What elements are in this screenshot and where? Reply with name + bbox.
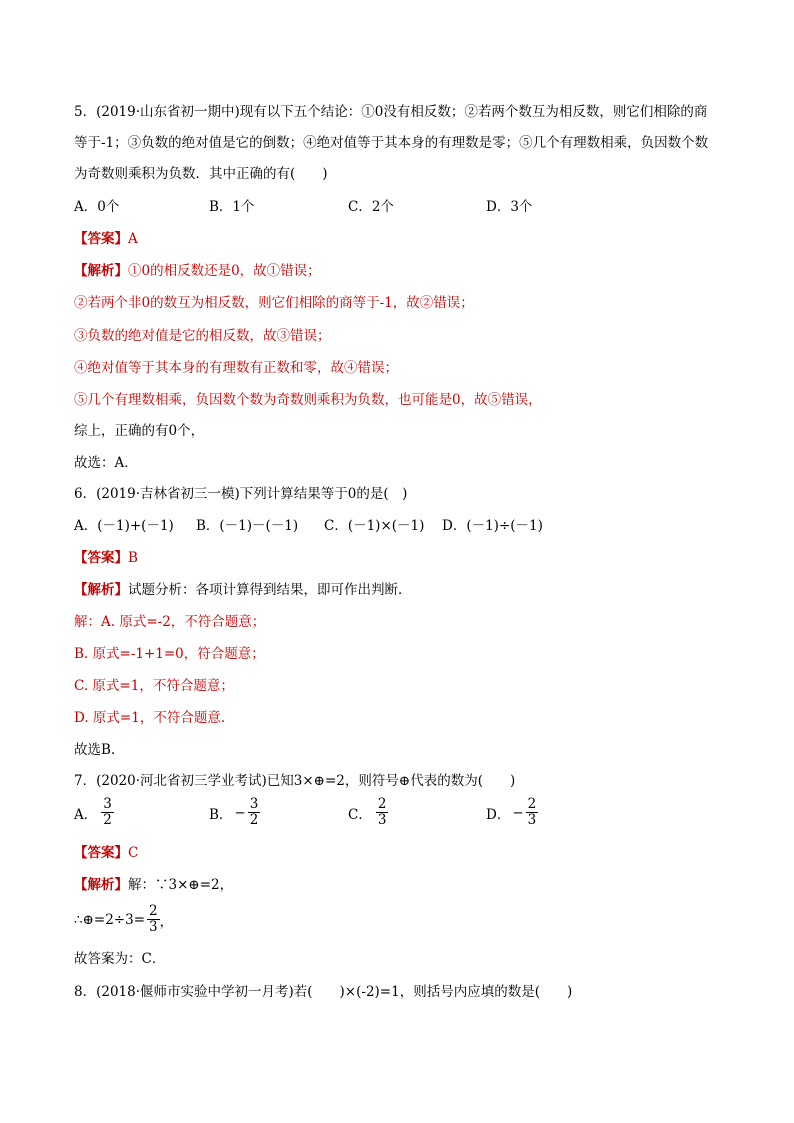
q6-option-a: A．(－1)+(－1)	[74, 518, 174, 534]
q7-option-d	[486, 797, 538, 828]
q6-step-3: C. 原式=1，不符合题意；	[74, 678, 234, 694]
q7-choose: 故答案为：C．	[74, 951, 166, 967]
q5-analysis-1	[74, 262, 321, 280]
q5-analysis-5: ⑤几个有理数相乘，负因数个数为奇数则乘积为负数，也可能是0，故⑤错误，	[74, 392, 542, 408]
step-prefix: ∴⊕=2÷3=	[74, 911, 146, 928]
q6-step-2: B. 原式=-1+1=0，符合题意；	[74, 646, 265, 662]
q7-line-1: 7．(2020·河北省初三学业考试)已知3×⊕=2，则符号⊕代表的数为( )	[74, 773, 516, 789]
q5-option-b: B．1个	[209, 199, 255, 215]
option-label: B．	[209, 806, 233, 823]
q6-choose: 故选B.	[74, 742, 116, 758]
denominator: 3	[527, 812, 537, 828]
denominator: 2	[249, 812, 259, 828]
numerator: 2	[377, 796, 387, 812]
denominator: 2	[103, 812, 112, 828]
denominator: 3	[149, 919, 158, 935]
q5-line-3: 为奇数则乘积为负数．其中正确的有( )	[74, 166, 328, 182]
q6-option-d: D．(－1)÷(－1)	[442, 518, 543, 534]
option-label: C．	[348, 806, 372, 823]
q6-line-1: 6．(2019·吉林省初三一模)下列计算结果等于0的是( )	[74, 486, 408, 502]
analysis-tag: 【解析】	[74, 582, 128, 598]
step-suffix: ，	[159, 913, 174, 930]
q5-analysis-3: ③负数的绝对值是它的相反数，故③错误；	[74, 328, 331, 344]
answer-tag: 【答案】	[74, 550, 128, 566]
option-label: D．	[486, 806, 511, 823]
fraction	[101, 797, 114, 828]
q5-line-2: 等于-1；③负数的绝对值是它的倒数；④绝对值等于其本身的有理数是零；⑤几个有理数相乘，负因数个数	[74, 135, 709, 151]
analysis-text: 试题分析：各项计算得到结果，即可作出判断．	[128, 582, 412, 598]
q6-option-b: B．(－1)－(－1)	[196, 518, 299, 534]
q7-analysis-1	[74, 876, 233, 894]
q8-line-1: 8．(2018·偃师市实验中学初一月考)若( )×(-2)=1，则括号内应填的数是( )	[74, 984, 573, 1000]
numerator: 3	[249, 796, 259, 812]
numerator: 2	[149, 903, 158, 919]
fraction	[376, 797, 389, 828]
q6-option-c: C．(－1)×(－1)	[324, 518, 425, 534]
denominator: 3	[377, 812, 387, 828]
q5-option-c: C．2个	[348, 199, 394, 215]
q5-option-d: D．3个	[486, 199, 533, 215]
q5-summary: 综上，正确的有0个，	[74, 423, 205, 439]
q5-choose: 故选：A．	[74, 455, 138, 471]
answer-value: A	[128, 231, 138, 247]
q5-analysis-2: ②若两个非0的数互为相反数，则它们相除的商等于-1，故②错误；	[74, 295, 474, 311]
q5-line-1: 5．(2019·山东省初一期中)现有以下五个结论：①0没有相反数；②若两个数互为相反数，则它们相除的商	[74, 104, 708, 120]
fraction	[248, 797, 261, 828]
option-sign: −	[234, 804, 246, 821]
q7-option-a	[74, 797, 114, 828]
option-sign: −	[512, 804, 524, 821]
numerator: 2	[527, 796, 537, 812]
analysis-text: ①0的相反数还是0，故①错误；	[128, 263, 321, 279]
q7-step	[74, 904, 173, 935]
option-label: A．	[74, 806, 98, 823]
q6-step-1: 解：A. 原式=-2，不符合题意；	[74, 614, 266, 630]
q7-option-c	[348, 797, 388, 828]
answer-tag: 【答案】	[74, 845, 128, 861]
q6-analysis-1	[74, 581, 412, 599]
q5-analysis-4: ④绝对值等于其本身的有理数有正数和零，故④错误；	[74, 360, 398, 376]
fraction	[147, 904, 160, 935]
q6-answer	[74, 549, 138, 567]
answer-value: B	[128, 550, 138, 566]
analysis-tag: 【解析】	[74, 877, 128, 893]
analysis-tag: 【解析】	[74, 263, 128, 279]
q5-option-a: A．0个	[74, 199, 120, 215]
fraction	[526, 797, 539, 828]
q7-option-b	[209, 797, 260, 828]
q5-answer	[74, 230, 138, 248]
answer-value: C	[128, 845, 139, 861]
q6-step-4: D. 原式=1，不符合题意.	[74, 710, 226, 726]
analysis-text: 解：∵3×⊕=2，	[128, 877, 234, 893]
q7-answer	[74, 844, 138, 862]
numerator: 3	[103, 796, 112, 812]
answer-tag: 【答案】	[74, 231, 128, 247]
